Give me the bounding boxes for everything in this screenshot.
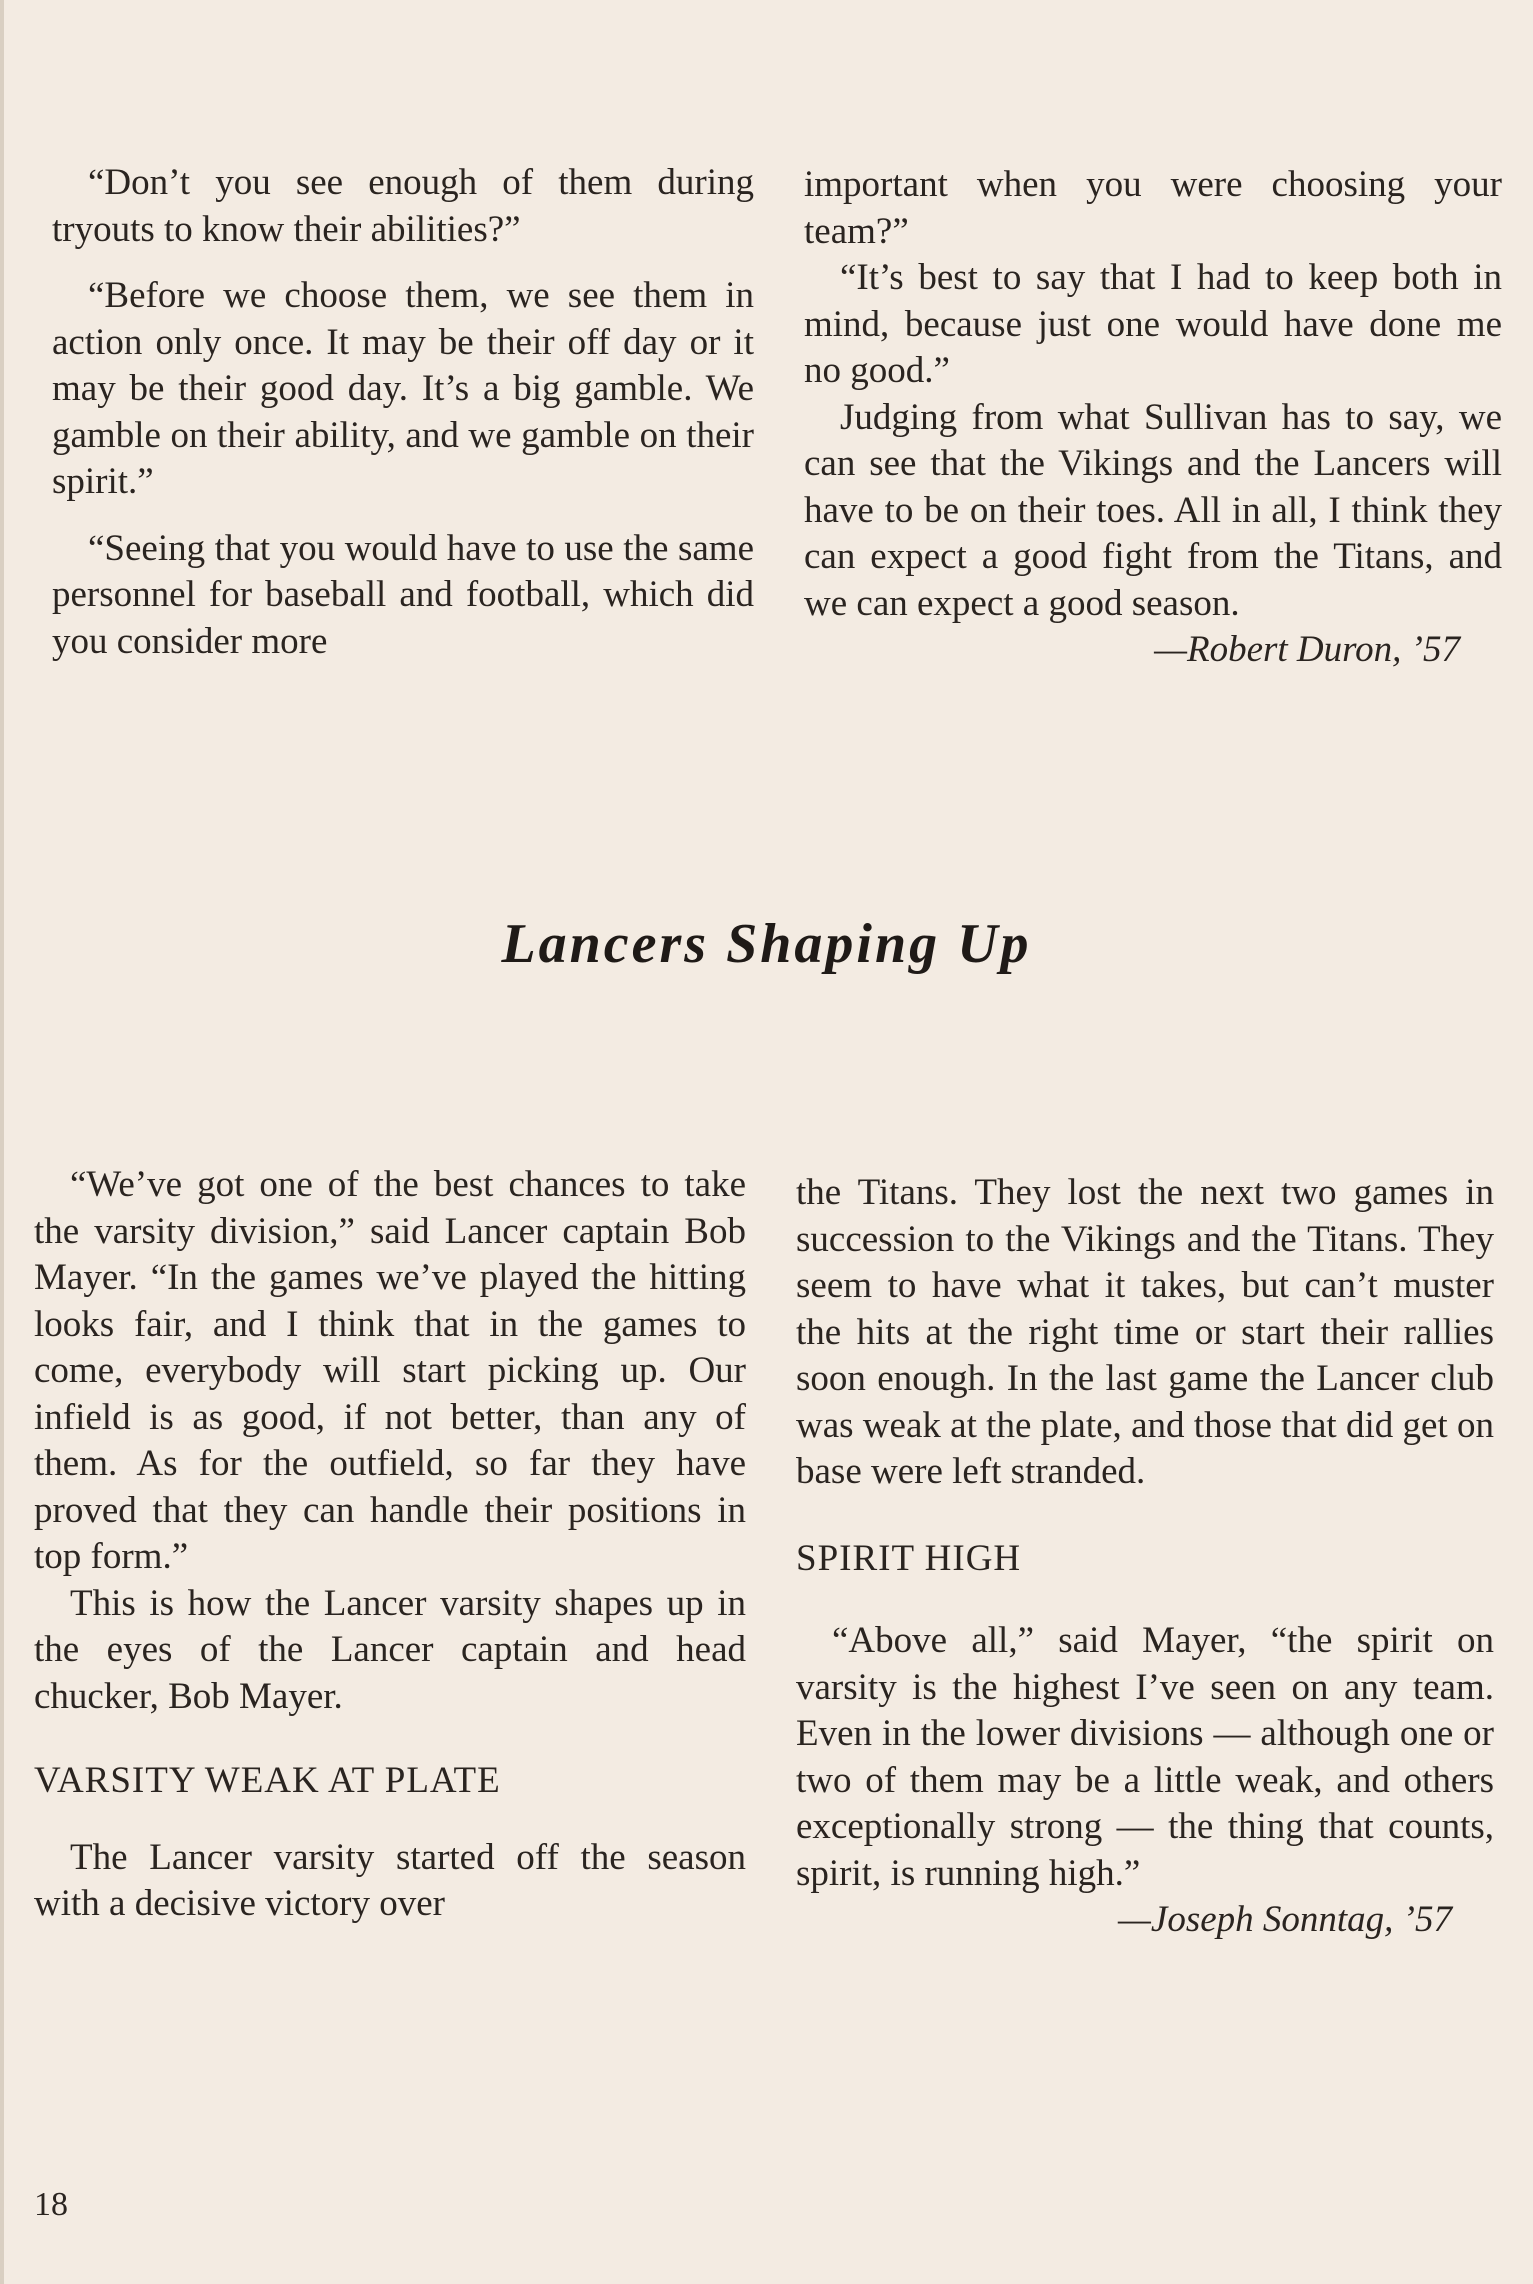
paragraph: “We’ve got one of the best chances to take the varsity division,” said Lancer captain Bob Mayer. “In the games we’ve played the hitting looks fair, and I think that in the games to come, everybody will start picking up. Our infield is as good, if not better, than any of them. As for the outfield, so far they have proved that they can handle their positions in top form.”	[34, 1164, 746, 1577]
byline: —Robert Duron, ’57	[1154, 629, 1460, 670]
paragraph: “Before we choose them, we see them in action only once. It may be their off day or it may be their good day. It’s a big gamble. We gamble on their ability, and we gamble on their spirit.”	[52, 275, 754, 502]
paragraph: “Don’t you see enough of them during tryouts to know their abilities?”	[52, 162, 754, 250]
byline: —Joseph Sonntag, ’57	[1118, 1899, 1452, 1940]
article-left-column	[34, 1162, 746, 1928]
paragraph: The Lancer varsity started off the season with a decisive victory over	[34, 1836, 746, 1924]
paragraph: “Above all,” said Mayer, “the spirit on varsity is the highest I’ve seen on any team. Even in the lower divisions — although one or two of them may be a little weak, and others exceptionally strong — the thing that counts, spirit, is running high.”	[796, 1620, 1494, 1894]
paragraph: the Titans. They lost the next two games in succession to the Vikings and the Titans. They seem to have what it takes, but can’t muster the hits at the right time or start their rallies soon enough. In the last game the Lancer club was weak at the plate, and those that did get on base were left stranded.	[796, 1172, 1494, 1492]
top-right-column	[804, 162, 1502, 674]
paragraph: Judging from what Sullivan has to say, we can see that the Vikings and the Lancers will have to be on their toes. All in all, I think they can expect a good fight from the Titans, and we can expect a good season.	[804, 396, 1502, 624]
top-left-column	[52, 160, 754, 665]
page-edge-shadow	[0, 0, 4, 2284]
page-number: 18	[34, 2186, 68, 2223]
paragraph: important when you were choosing your team?”	[804, 164, 1502, 252]
paragraph: “It’s best to say that I had to keep both in mind, because just one would have done me no good.”	[804, 257, 1502, 391]
article-title: Lancers Shaping Up	[501, 913, 1032, 975]
section-subhead: VARSITY WEAK AT PLATE	[34, 1760, 501, 1801]
article-right-column	[796, 1170, 1494, 1944]
paragraph: “Seeing that you would have to use the same personnel for baseball and football, which did you consider more	[52, 527, 754, 662]
section-subhead: SPIRIT HIGH	[796, 1537, 1022, 1579]
paragraph: This is how the Lancer varsity shapes up in the eyes of the Lancer captain and head chucker, Bob Mayer.	[34, 1582, 746, 1717]
